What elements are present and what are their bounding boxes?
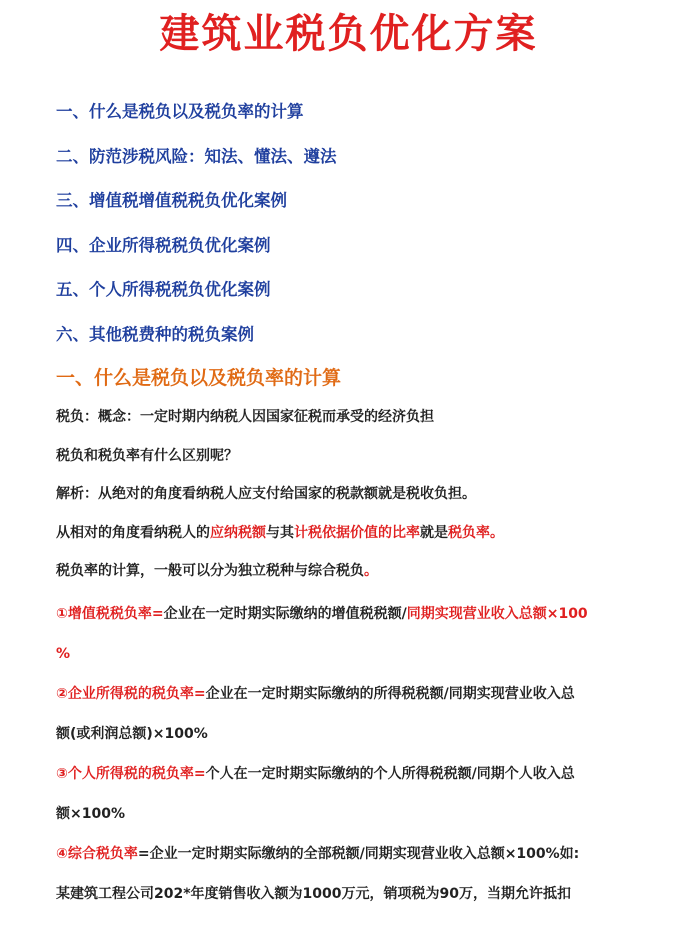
formula-text: 企业在一定时期实际缴纳的增值税税额/ (163, 605, 407, 622)
highlight-ratio: 计税依据价值的比率 (294, 524, 420, 541)
paragraph-definition: 税负：概念：一定时期内纳税人因国家征税而承受的经济负担 (56, 409, 434, 425)
toc-item-4: 四、企业所得税税负优化案例 (56, 235, 271, 255)
formula-corporate-income-tax (56, 675, 656, 755)
formula-text: =企业一定时期实际缴纳的全部税额/同期实现营业收入总额×100%如: (137, 845, 580, 862)
formula-line: 额×100% (56, 805, 125, 822)
toc-item-5: 五、个人所得税税负优化案例 (56, 280, 271, 299)
toc-item-3: 三、增值税增值税税负优化案例 (56, 191, 287, 210)
formula-line (56, 675, 656, 715)
formula-label: ①增值税税负率= (56, 605, 164, 622)
formula-line: 某建筑工程公司202*年度销售收入额为1000万元，销项税为90万，当期允许抵扣 (56, 885, 571, 902)
paragraph-analysis: 解析：从绝对的角度看纳税人应支付给国家的税款额就是税收负担。 (56, 486, 476, 502)
formula-text: 企业在一定时期实际缴纳的所得税税额/同期实现营业收入总 (205, 685, 575, 702)
formula-line (56, 755, 656, 795)
formula-line: 额(或利润总额)×100% (56, 725, 208, 742)
section-heading: 一、什么是税负以及税负率的计算 (56, 367, 342, 389)
toc-item-1: 一、什么是税负以及税负率的计算 (56, 102, 304, 121)
text-segment: 从相对的角度看纳税人的 (56, 524, 210, 541)
toc-item-6: 六、其他税费种的税负案例 (56, 324, 254, 344)
formula-label: ④综合税负率 (56, 845, 138, 862)
text-punct: 。 (490, 524, 504, 541)
highlight-tax-payable: 应纳税额 (210, 524, 266, 541)
formula-line (56, 595, 656, 635)
formula-text: 个人在一定时期实际缴纳的个人所得税税额/同期个人收入总 (205, 765, 575, 782)
paragraph-question: 税负和税负率有什么区别呢？ (56, 447, 238, 464)
formula-line: % (56, 645, 71, 662)
formula-vat (56, 595, 656, 675)
formula-label: ③个人所得税的税负率= (56, 765, 206, 782)
paragraph-calculation (56, 556, 656, 595)
paragraph-relative (56, 518, 656, 557)
formula-line (56, 835, 656, 875)
formula-comprehensive (56, 835, 656, 915)
text-segment: 税负率的计算，一般可以分为独立税种与综合税负 (56, 563, 364, 579)
formula-label: ②企业所得税的税负率= (56, 685, 206, 702)
page-title: 建筑业税负优化方案 (159, 11, 538, 57)
formula-text-red: 同期实现营业收入总额×100 (406, 605, 588, 622)
highlight-tax-rate: 税负率 (448, 524, 490, 541)
toc-item-2: 二、防范涉税风险：知法、懂法、遵法 (56, 146, 337, 166)
formula-personal-income-tax (56, 755, 656, 835)
text-segment: 就是 (420, 524, 448, 541)
text-segment: 与其 (266, 524, 294, 541)
table-of-contents (56, 96, 337, 363)
text-punct: 。 (364, 563, 378, 579)
section-body (56, 402, 656, 915)
